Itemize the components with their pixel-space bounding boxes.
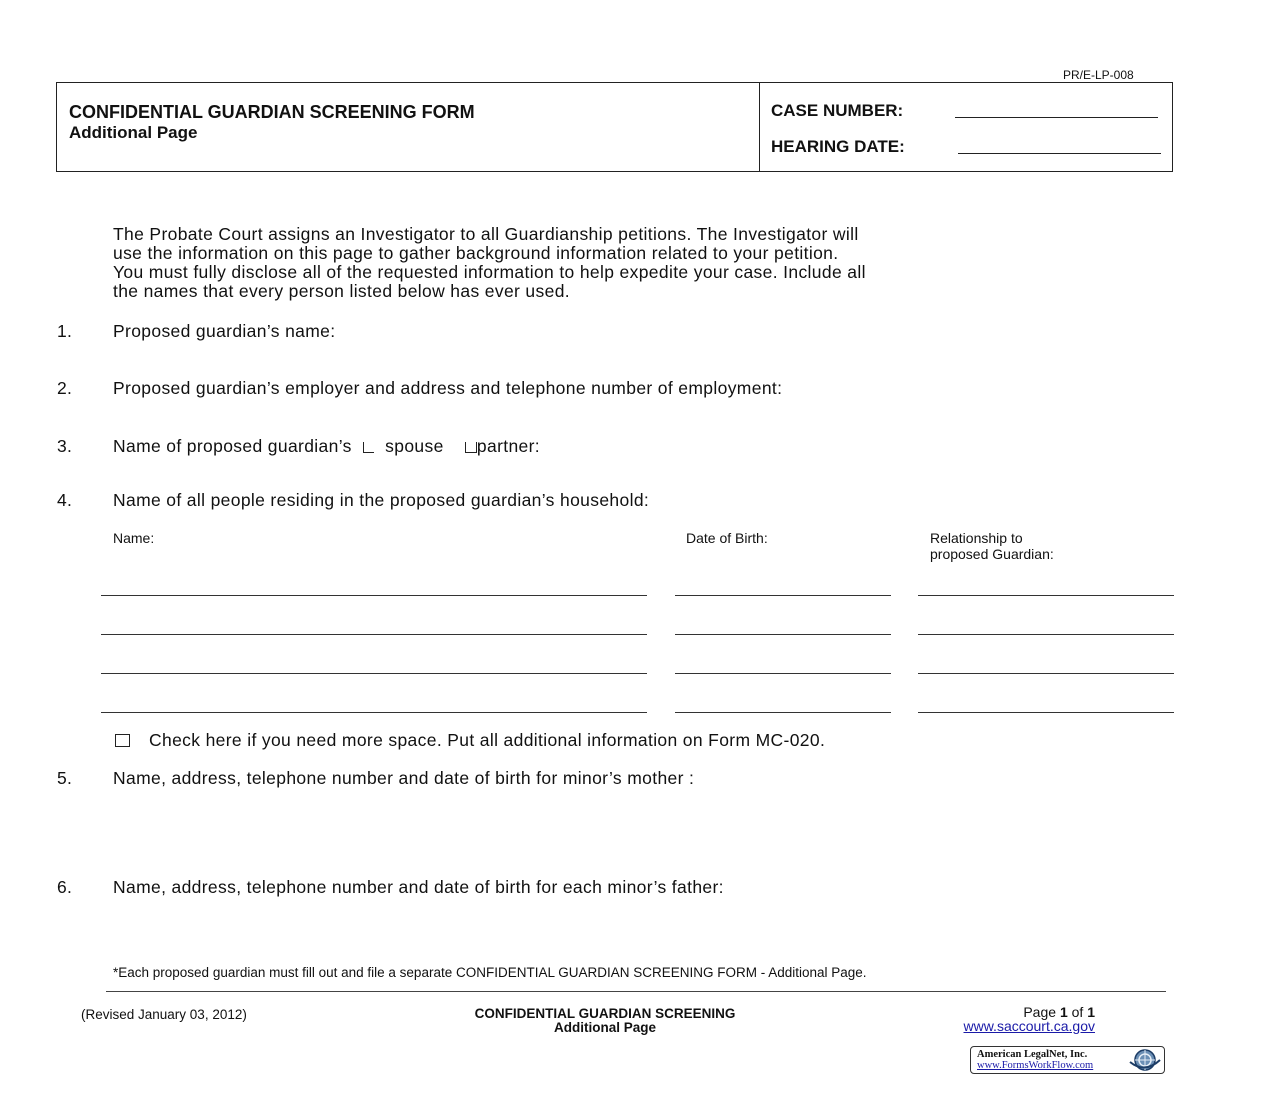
more-space-text: Check here if you need more space. Put all additional information on Form MC-020. [149, 730, 826, 750]
footer-title [400, 1007, 810, 1035]
column-header-relationship: Relationship to proposed Guardian: [930, 530, 1054, 562]
header-divider [759, 82, 760, 172]
page-number: Page 1 of 1 [1023, 1004, 1095, 1020]
table-row-name-field[interactable] [101, 634, 647, 635]
intro-line: the names that every person listed below has ever used. [113, 281, 570, 301]
table-row-relationship-field[interactable] [918, 673, 1174, 674]
table-row-name-field[interactable] [101, 595, 647, 596]
intro-line: use the information on this page to gather background information related to your petition. [113, 243, 839, 263]
question-2-number: 2. [57, 378, 73, 398]
partner-option-label: partner: [476, 436, 541, 456]
question-5-number: 5. [57, 768, 73, 788]
logo-company-name: American LegalNet, Inc. [977, 1049, 1088, 1060]
footer-title-line2: Additional Page [553, 1020, 656, 1035]
question-1-number: 1. [57, 321, 73, 341]
revised-date: (Revised January 03, 2012) [81, 1007, 247, 1022]
question-3-row [113, 436, 540, 457]
footer-title-line1: CONFIDENTIAL GUARDIAN SCREENING [474, 1006, 736, 1021]
form-subtitle: Additional Page [69, 123, 198, 142]
header-box [56, 82, 1173, 172]
table-row-relationship-field[interactable] [918, 712, 1174, 713]
table-row-name-field[interactable] [101, 673, 647, 674]
question-3-number: 3. [57, 436, 73, 456]
question-5-text: Name, address, telephone number and date of birth for minor’s mother : [113, 768, 695, 788]
form-title: CONFIDENTIAL GUARDIAN SCREENING FORM [69, 102, 475, 122]
table-row-dob-field[interactable] [675, 634, 891, 635]
table-row-dob-field[interactable] [675, 673, 891, 674]
globe-icon [1126, 1048, 1164, 1072]
footnote: *Each proposed guardian must fill out and file a separate CONFIDENTIAL GUARDIAN SCREENING FORM - Additional Page. [113, 965, 867, 980]
hearing-date-field[interactable] [958, 153, 1161, 154]
column-header-dob: Date of Birth: [686, 530, 768, 546]
table-row-relationship-field[interactable] [918, 634, 1174, 635]
question-2-text: Proposed guardian’s employer and address and telephone number of employment: [113, 378, 783, 398]
table-row-name-field[interactable] [101, 712, 647, 713]
table-row-relationship-field[interactable] [918, 595, 1174, 596]
website-link[interactable]: www.saccourt.ca.gov [963, 1018, 1095, 1034]
intro-line: You must fully disclose all of the requested information to help expedite your case. Include all [113, 262, 866, 282]
footer-divider [106, 991, 1166, 992]
question-1-text: Proposed guardian’s name: [113, 321, 336, 341]
spouse-option-label: spouse [385, 436, 444, 456]
question-4-number: 4. [57, 490, 73, 510]
column-header-name: Name: [113, 530, 155, 546]
intro-paragraph [113, 225, 1163, 301]
hearing-date-label: HEARING DATE: [771, 137, 905, 156]
form-code: PR/E-LP-008 [1063, 68, 1134, 82]
question-4-text: Name of all people residing in the proposed guardian’s household: [113, 490, 650, 510]
table-row-dob-field[interactable] [675, 595, 891, 596]
question-6-number: 6. [57, 877, 73, 897]
intro-line: The Probate Court assigns an Investigator to all Guardianship petitions. The Investigator will [113, 224, 859, 244]
case-number-field[interactable] [955, 117, 1158, 118]
spouse-checkbox[interactable] [363, 442, 374, 453]
logo-url[interactable]: www.FormsWorkFlow.com [977, 1060, 1094, 1071]
case-number-label: CASE NUMBER: [771, 101, 904, 120]
partner-checkbox[interactable] [465, 442, 477, 453]
table-row-dob-field[interactable] [675, 712, 891, 713]
question-6-text: Name, address, telephone number and date of birth for each minor’s father: [113, 877, 724, 897]
more-space-checkbox[interactable] [115, 734, 130, 747]
question-3-text: Name of proposed guardian’s [113, 436, 352, 456]
